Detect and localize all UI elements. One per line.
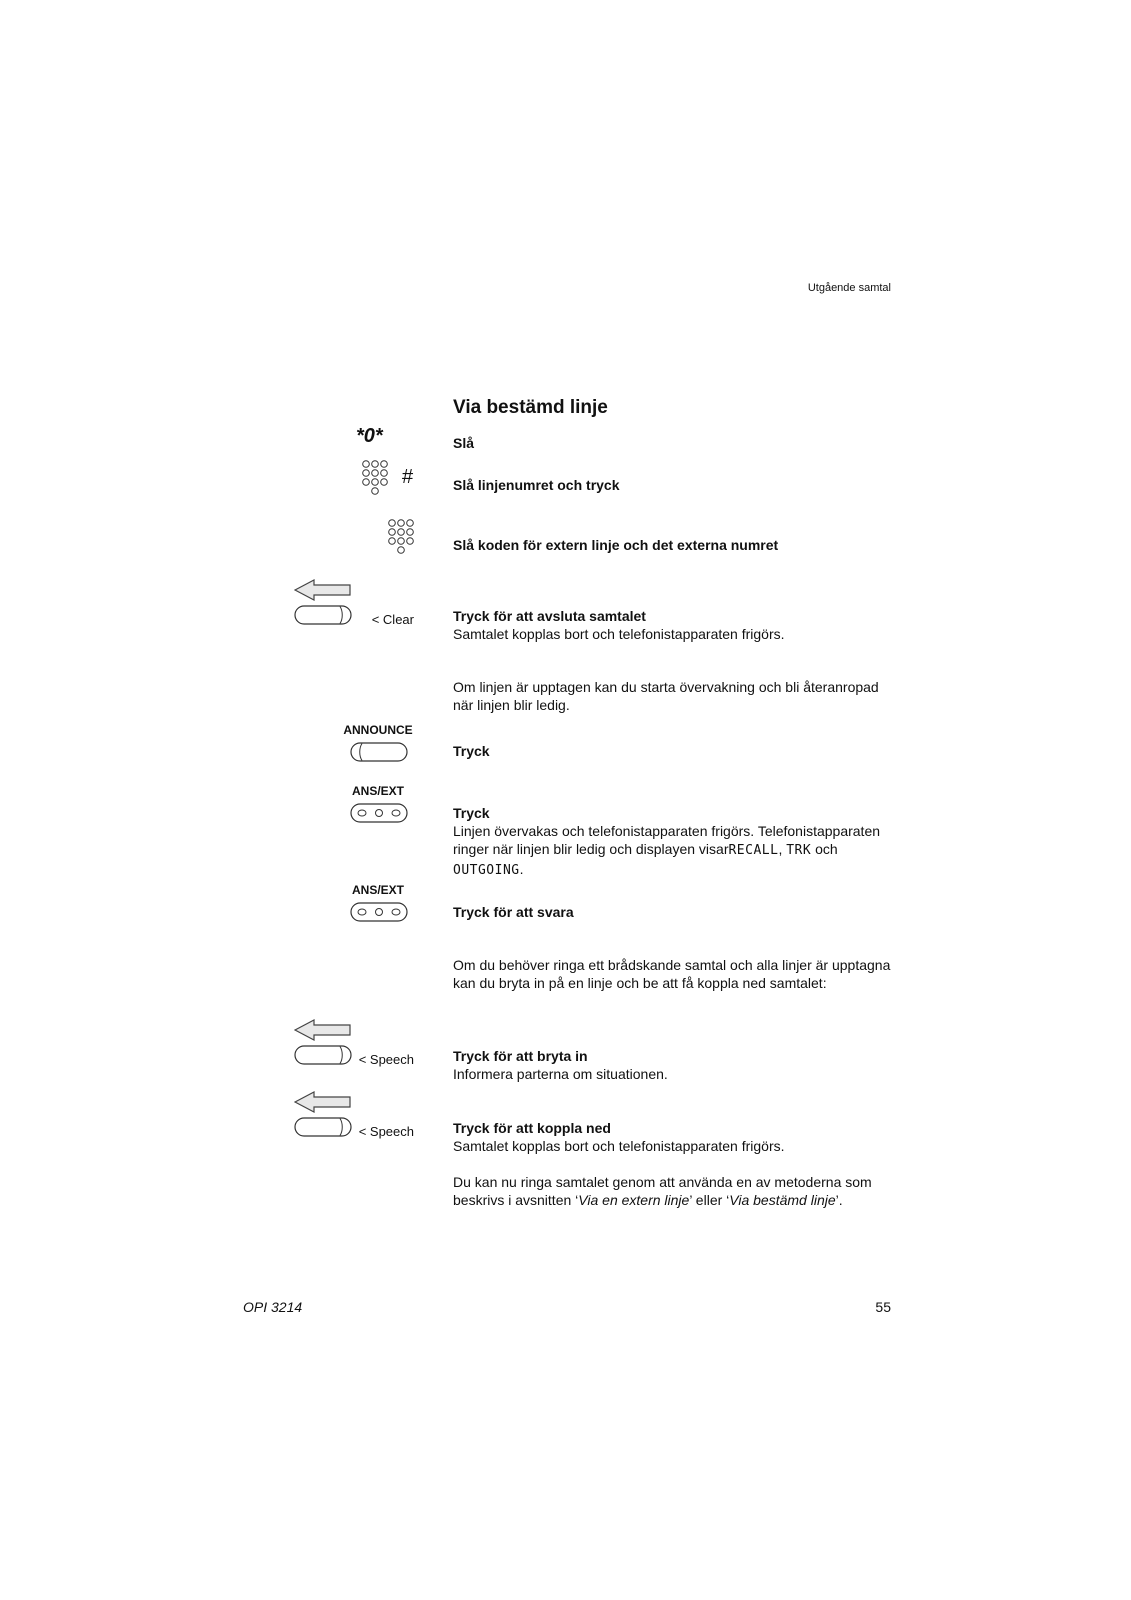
- step-line-number: Slå linjenumret och tryck: [453, 477, 620, 493]
- keypad-icon: [362, 460, 394, 500]
- step-end-call: Tryck för att avsluta samtalet Samtalet kopplas bort och telefonistapparaten frigörs.: [453, 608, 785, 642]
- step-monitor: Tryck Linjen övervakas och telefonistapparaten frigörs. Telefonistapparaten ringer när linjen blir ledig och displayen visarRECALL, TRK och OUTGOING.: [453, 805, 881, 878]
- clear-key-label: < Clear: [371, 612, 414, 627]
- step-dial: Slå: [453, 435, 475, 451]
- star-zero-star-icon: *0*: [356, 425, 383, 447]
- ansext-key-label: ANS/EXT: [351, 883, 404, 897]
- page-number: 55: [875, 1299, 891, 1315]
- para-urgent: Om du behöver ringa ett brådskande samtal och alla linjer är upptagna kan du bryta in på en linje och be att få koppla ned samtalet:: [453, 957, 891, 991]
- step-intrude: Tryck för att bryta in Informera parterna om situationen.: [453, 1048, 668, 1082]
- link-via-bestamd-linje: Via bestämd linje: [729, 1192, 836, 1208]
- step-disconnect: Tryck för att koppla ned Samtalet kopplas bort och telefonistapparaten frigörs.: [453, 1120, 785, 1154]
- display-text-recall: RECALL: [728, 843, 779, 858]
- display-text-trk: TRK: [786, 843, 812, 858]
- step-answer: Tryck för att svara: [453, 904, 574, 920]
- ans-ext-key[interactable]: [350, 803, 408, 823]
- arrow-left-icon: [294, 1019, 352, 1041]
- para-final: Du kan nu ringa samtalet genom att använda en av metoderna som beskrivs i avsnitten ‘Via en extern linje’ eller ‘Via bestämd linje’.: [453, 1174, 872, 1208]
- running-header: Utgående samtal: [807, 282, 891, 294]
- announce-key[interactable]: [350, 742, 408, 762]
- keypad-icon: [388, 519, 420, 559]
- step-external-code: Slå koden för extern linje och det externa numret: [453, 537, 779, 553]
- link-via-extern-linje: Via en extern linje: [578, 1192, 690, 1208]
- announce-key-label: ANNOUNCE: [343, 723, 413, 737]
- speech-key-label: < Speech: [358, 1052, 414, 1067]
- ansext-key-label: ANS/EXT: [351, 784, 404, 798]
- para-busy-line: Om linjen är upptagen kan du starta övervakning och bli återanropad när linjen blir ledig.: [453, 679, 879, 713]
- display-text-outgoing: OUTGOING: [453, 863, 520, 878]
- footer-model: OPI 3214: [243, 1299, 303, 1315]
- ans-ext-key[interactable]: [350, 902, 408, 922]
- speech-key-label: < Speech: [358, 1124, 414, 1139]
- hash-icon: #: [402, 466, 414, 488]
- arrow-left-icon: [294, 579, 352, 601]
- arrow-left-icon: [294, 1091, 352, 1113]
- section-title: Via bestämd linje: [453, 397, 608, 418]
- step-announce: Tryck: [453, 743, 490, 759]
